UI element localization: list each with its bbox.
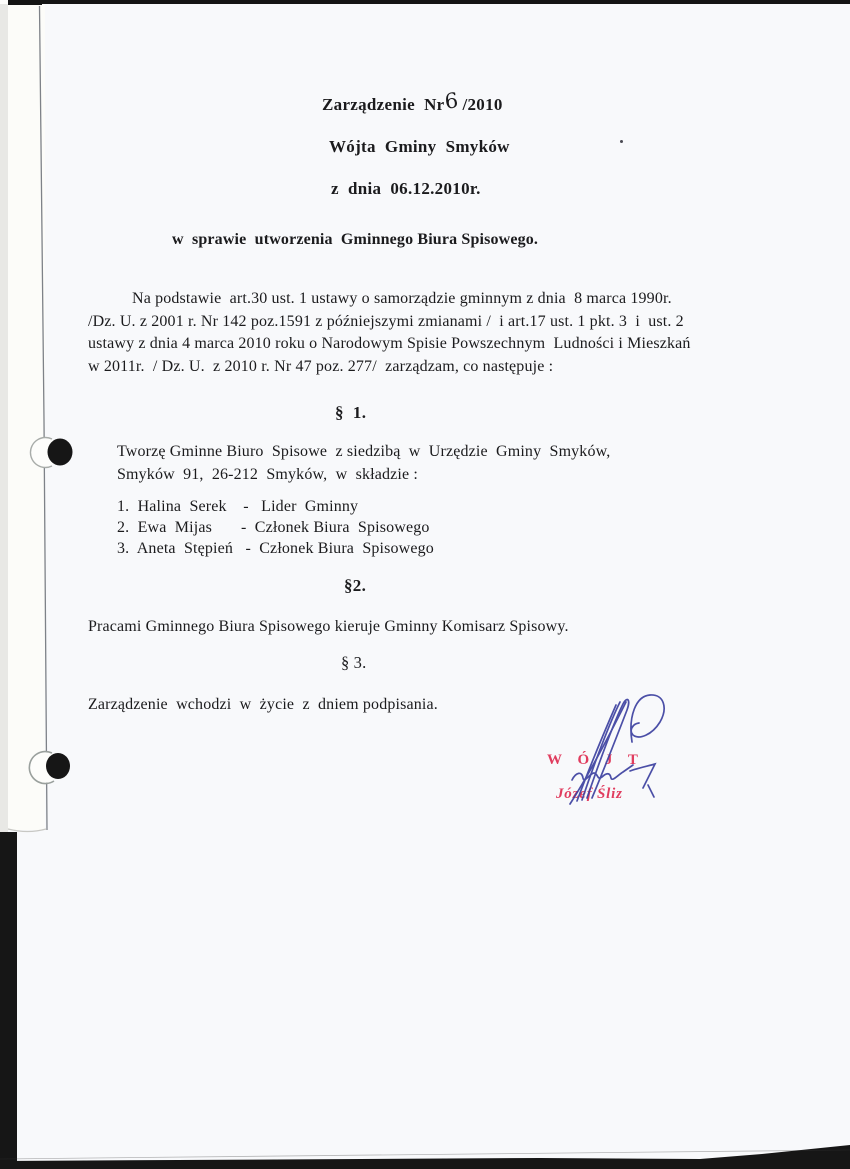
scanner-left-edge (0, 4, 8, 834)
member-item-2: 2. Ewa Mijas - Członek Biura Spisowego (117, 519, 430, 536)
title-line-1-prefix: Zarządzenie Nr (322, 95, 445, 114)
scanner-bottom-left-edge (0, 832, 17, 1169)
signer-name: Józef Śliz (556, 786, 623, 802)
underlying-page-strip (8, 5, 45, 830)
legal-basis-line-1: Na podstawie art.30 ust. 1 ustawy o samorządzie gminnym z dnia 8 marca 1990r. (132, 290, 672, 307)
section-1-body-line-2: Smyków 91, 26-212 Smyków, w składzie : (117, 466, 418, 483)
title-line-3: z dnia 06.12.2010r. (331, 179, 481, 198)
legal-basis-line-2: /Dz. U. z 2001 r. Nr 142 poz.1591 z późniejszymi zmianami / i art.17 ust. 1 pkt. 3 i ust. 2 (88, 313, 684, 330)
scanner-bottom-edge (0, 1145, 850, 1169)
member-item-1: 1. Halina Serek - Lider Gminny (117, 498, 359, 515)
subject-line: w sprawie utworzenia Gminnego Biura Spisowego. (172, 231, 539, 248)
legal-basis-line-3: ustawy z dnia 4 marca 2010 roku o Narodowym Spisie Powszechnym Ludności i Mieszkań (88, 335, 691, 352)
title-line-2: Wójta Gminy Smyków (329, 137, 510, 156)
scan-speck (620, 140, 623, 143)
section-1-body-line-1: Tworzę Gminne Biuro Spisowe z siedzibą w Urzędzie Gminy Smyków, (117, 443, 611, 460)
section-2-body: Pracami Gminnego Biura Spisowego kieruje Gminny Komisarz Spisowy. (88, 618, 569, 635)
wojt-stamp-title: W Ó J T (547, 752, 644, 768)
section-3-heading: § 3. (341, 653, 367, 672)
bottom-edge-shadow (0, 1150, 850, 1159)
handwritten-ordinance-number: 6 (443, 88, 459, 114)
title-line-1-suffix: /2010 (457, 95, 503, 114)
title-line-1 (322, 88, 503, 115)
legal-basis-line-4: w 2011r. / Dz. U. z 2010 r. Nr 47 poz. 277/ zarządzam, co następuje : (88, 358, 554, 375)
section-1-heading: § 1. (335, 403, 367, 422)
section-2-heading: §2. (344, 576, 367, 595)
scanner-top-edge (0, 0, 850, 4)
section-3-body: Zarządzenie wchodzi w życie z dniem podpisania. (88, 696, 438, 713)
member-item-3: 3. Aneta Stępień - Członek Biura Spisowego (117, 540, 434, 557)
